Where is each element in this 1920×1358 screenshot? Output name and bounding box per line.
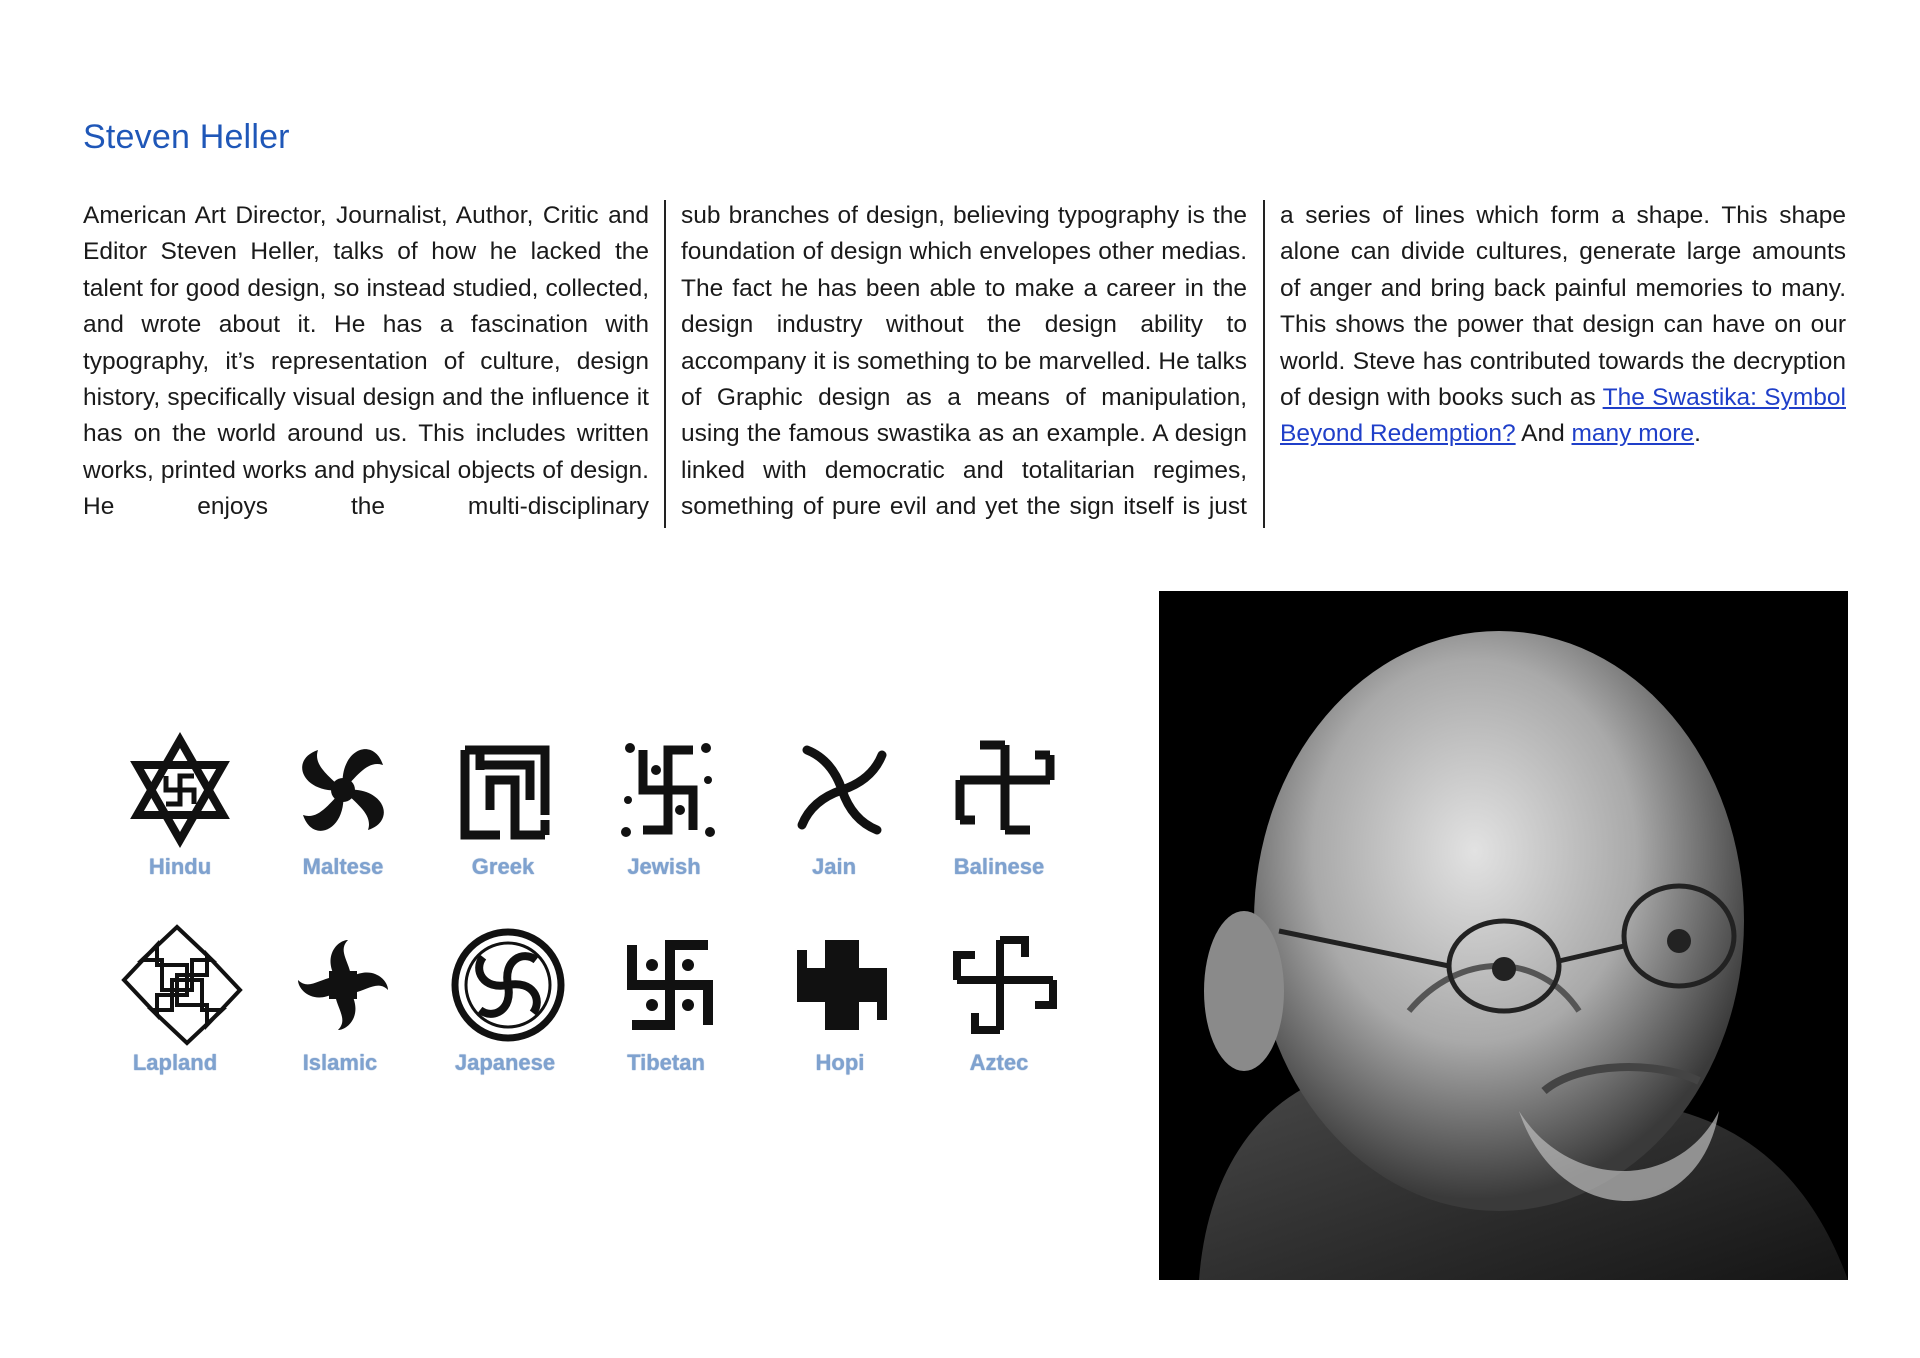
maltese-symbol-icon xyxy=(302,749,384,831)
page-title: Steven Heller xyxy=(83,118,290,156)
label-japanese: Japanese xyxy=(454,1050,556,1075)
period-text: . xyxy=(1694,420,1701,448)
text-column-3 xyxy=(1280,198,1846,453)
portrait-illustration xyxy=(1159,591,1848,1280)
many-more-link[interactable]: many more xyxy=(1571,420,1695,448)
label-hopi: Hopi xyxy=(815,1050,865,1075)
label-jain: Jain xyxy=(811,854,857,879)
label-tibetan: Tibetan xyxy=(627,1050,705,1075)
aztec-symbol-icon xyxy=(957,940,1053,1030)
japanese-symbol-icon xyxy=(455,932,561,1038)
label-lapland: Lapland xyxy=(132,1050,218,1075)
swastika-variants-figure xyxy=(100,720,1080,1080)
jewish-symbol-icon xyxy=(621,743,715,837)
label-jewish: Jewish xyxy=(627,854,701,879)
label-balinese: Balinese xyxy=(953,854,1045,879)
islamic-symbol-icon xyxy=(298,940,388,1030)
label-greek: Greek xyxy=(471,854,535,879)
column-divider xyxy=(664,200,666,528)
label-hindu: Hindu xyxy=(148,854,212,879)
and-text: And xyxy=(1521,420,1565,448)
balinese-symbol-icon xyxy=(960,745,1050,830)
tibetan-symbol-icon xyxy=(632,945,708,1025)
lapland-symbol-icon xyxy=(124,927,240,1043)
hopi-symbol-icon xyxy=(797,940,887,1030)
jain-symbol-icon xyxy=(802,750,882,830)
label-aztec: Aztec xyxy=(969,1050,1029,1075)
column-3-text: a series of lines which form a shape. This shape alone can divide cultures, generate large amounts of anger and bring back painful memories to many. This shows the power that design can have on our world. Steve has contributed towards the decryption of design with books such as xyxy=(1280,202,1846,412)
hindu-symbol-icon xyxy=(137,740,223,840)
label-islamic: Islamic xyxy=(302,1050,378,1075)
portrait-photo xyxy=(1159,591,1848,1280)
label-maltese: Maltese xyxy=(302,854,384,879)
text-column-1: American Art Director, Journalist, Author, Critic and Editor Steven Heller, talks of how he lacked the talent for good design, so instead studied, collected, and wrote about it. He has a fascination with typography, it’s representation of culture, design history, specifically visual design and the influence it has on the world around us. This includes written works, printed works and physical objects of design. He enjoys the multi-disciplinary xyxy=(83,202,649,521)
symbols-drawing xyxy=(100,720,1080,1080)
column-divider xyxy=(1263,200,1265,528)
greek-symbol-icon xyxy=(465,750,545,835)
text-column-2: sub branches of design, believing typography is the foundation of design which envelopes other medias. The fact he has been able to make a career in the design industry without the design ability to accompany it is something to be marvelled. He talks of Graphic design as a means of manipulation, using the famous swastika as an example. A design linked with democratic and totalitarian regimes, something of pure evil and yet the sign itself is just xyxy=(681,202,1247,521)
book-link-swastika[interactable]: The Swastika: Symbol Beyond Redemption? xyxy=(1280,384,1846,448)
